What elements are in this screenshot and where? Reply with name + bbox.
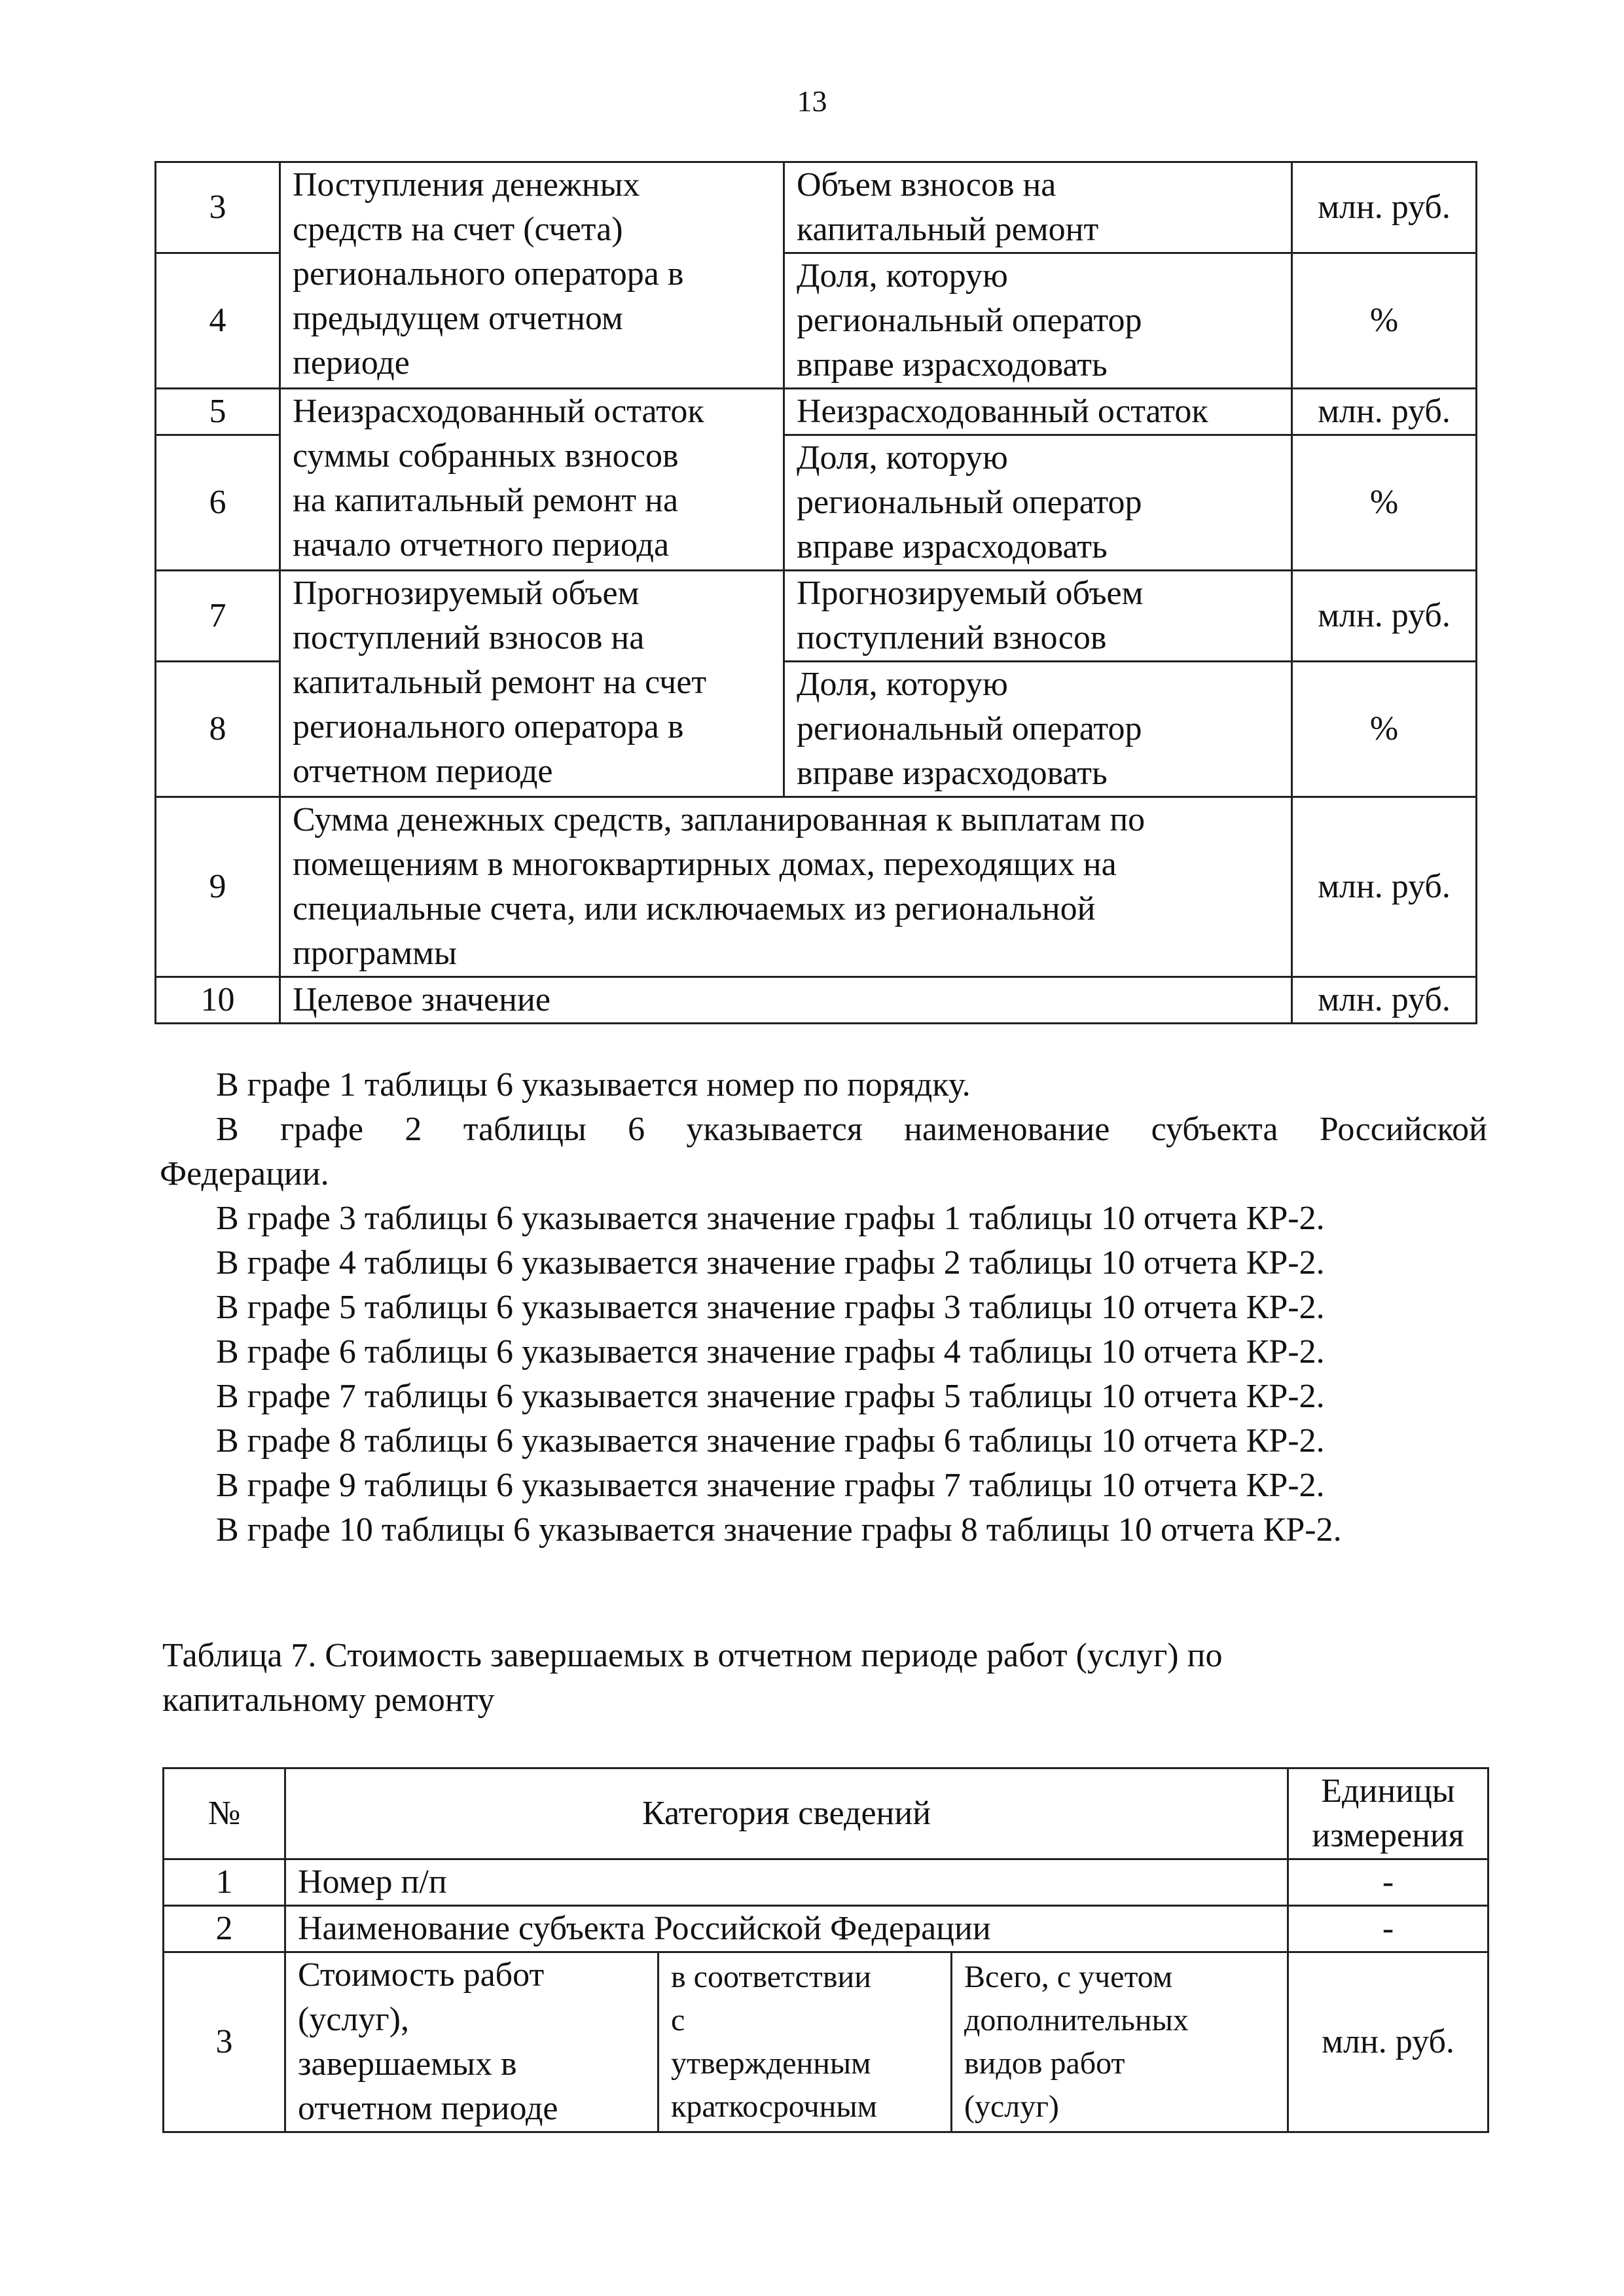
table-row — [164, 1859, 1489, 1906]
category-line: регионального оператора в — [293, 708, 684, 745]
subcategory-line: Всего, с учетом — [964, 1960, 1173, 1994]
paragraph: В графе 2 таблицы 6 указывается наименование субъекта Российской — [216, 1111, 1487, 1148]
subcategory-line: вправе израсходовать — [797, 755, 1108, 792]
unit-cell: млн. руб. — [1292, 797, 1477, 977]
category-line: отчетном периоде — [298, 2090, 558, 2127]
table-7 — [162, 1767, 1489, 2133]
subcategory-line: поступлений взносов — [797, 619, 1107, 656]
subcategory-line: видов работ — [964, 2046, 1125, 2081]
table-6-continuation — [154, 161, 1477, 1024]
subcategory-cell — [784, 435, 1292, 571]
unit-cell: млн. руб. — [1292, 389, 1477, 435]
subcategory-line: дополнительных — [964, 2003, 1189, 2037]
category-line: программы — [293, 935, 457, 972]
category-line: периоде — [293, 344, 410, 382]
unit-cell: % — [1292, 253, 1477, 389]
row-number: 8 — [156, 662, 280, 797]
category-cell — [280, 389, 784, 571]
unit-cell: млн. руб. — [1288, 1952, 1489, 2132]
subcategory-line: Доля, которую — [797, 439, 1008, 476]
category-line: Поступления денежных — [293, 166, 640, 204]
table-header-row — [164, 1768, 1489, 1859]
subcategory-line: вправе израсходовать — [797, 346, 1108, 384]
subcategory-line: Доля, которую — [797, 666, 1008, 703]
category-line: помещениям в многоквартирных домах, переходящих на — [293, 846, 1117, 883]
caption-line: Таблица 7. Стоимость завершаемых в отчетном периоде работ (услуг) по — [162, 1637, 1223, 1674]
subcategory-cell — [784, 253, 1292, 389]
unit-cell: млн. руб. — [1292, 162, 1477, 253]
table-row — [164, 1906, 1489, 1952]
category-line: начало отчетного периода — [293, 526, 670, 564]
category-line: суммы собранных взносов — [293, 437, 679, 475]
category-line: завершаемых в — [298, 2045, 517, 2083]
merged-category-cell — [280, 797, 1292, 977]
header-unit — [1288, 1768, 1489, 1859]
subcategory-line: региональный оператор — [797, 302, 1142, 339]
category-line: (услуг), — [298, 2001, 409, 2038]
table-row — [164, 1952, 1489, 2132]
category-cell — [285, 1952, 659, 2132]
subcategory-line: региональный оператор — [797, 710, 1142, 747]
category-cell: Наименование субъекта Российской Федерации — [285, 1906, 1288, 1952]
category-line: капитальный ремонт на счет — [293, 664, 707, 701]
table-row — [156, 389, 1477, 435]
subcategory-cell — [659, 1952, 952, 2132]
category-line: средств на счет (счета) — [293, 211, 623, 248]
paragraph: В графе 1 таблицы 6 указывается номер по порядку. — [216, 1066, 971, 1103]
row-number: 7 — [156, 571, 280, 662]
header-unit-line: Единицы — [1321, 1772, 1455, 1810]
unit-cell: млн. руб. — [1292, 977, 1477, 1024]
row-number: 9 — [156, 797, 280, 977]
subcategory-line: утвержденным — [671, 2046, 871, 2081]
subcategory-line: с — [671, 2003, 685, 2037]
category-line: Сумма денежных средств, запланированная к выплатам по — [293, 801, 1146, 838]
subcategory-cell: Неизрасходованный остаток — [784, 389, 1292, 435]
table-row — [156, 797, 1477, 977]
row-number: 6 — [156, 435, 280, 571]
subcategory-line: (услуг) — [964, 2089, 1059, 2124]
merged-category-cell: Целевое значение — [280, 977, 1292, 1024]
row-number: 1 — [164, 1859, 285, 1906]
subcategory-cell — [784, 662, 1292, 797]
subcategory-cell — [952, 1952, 1288, 2132]
paragraph: В графе 4 таблицы 6 указывается значение графы 2 таблицы 10 отчета КР-2. — [216, 1244, 1325, 1282]
subcategory-line: Объем взносов на — [797, 166, 1056, 204]
paragraph: В графе 10 таблицы 6 указывается значение графы 8 таблицы 10 отчета КР-2. — [216, 1511, 1342, 1549]
paragraph: В графе 9 таблицы 6 указывается значение графы 7 таблицы 10 отчета КР-2. — [216, 1467, 1325, 1504]
header-num: № — [164, 1768, 285, 1859]
table-row — [156, 977, 1477, 1024]
row-number: 3 — [164, 1952, 285, 2132]
paragraph: В графе 7 таблицы 6 указывается значение графы 5 таблицы 10 отчета КР-2. — [216, 1378, 1325, 1415]
row-number: 2 — [164, 1906, 285, 1952]
subcategory-line: Доля, которую — [797, 257, 1008, 295]
subcategory-cell — [784, 571, 1292, 662]
subcategory-line: капитальный ремонт — [797, 211, 1099, 248]
category-line: отчетном периоде — [293, 753, 553, 790]
category-line: специальные счета, или исключаемых из региональной — [293, 890, 1096, 927]
category-line: регионального оператора в — [293, 255, 684, 293]
header-unit-line: измерения — [1312, 1817, 1464, 1854]
paragraph: Федерации. — [160, 1155, 329, 1193]
paragraph: В графе 5 таблицы 6 указывается значение графы 3 таблицы 10 отчета КР-2. — [216, 1289, 1325, 1326]
row-number: 4 — [156, 253, 280, 389]
category-cell — [280, 571, 784, 797]
row-number: 3 — [156, 162, 280, 253]
header-category: Категория сведений — [285, 1768, 1288, 1859]
subcategory-line: региональный оператор — [797, 484, 1142, 521]
subcategory-line: в соответствии — [671, 1960, 871, 1994]
category-line: предыдущем отчетном — [293, 300, 623, 337]
unit-cell: млн. руб. — [1292, 571, 1477, 662]
unit-cell: % — [1292, 435, 1477, 571]
category-line: Неизрасходованный остаток — [293, 393, 704, 430]
category-cell — [280, 162, 784, 389]
subcategory-line: вправе израсходовать — [797, 528, 1108, 565]
page-number: 13 — [797, 84, 827, 118]
paragraph: В графе 3 таблицы 6 указывается значение графы 1 таблицы 10 отчета КР-2. — [216, 1200, 1325, 1237]
unit-cell: - — [1288, 1906, 1489, 1952]
subcategory-cell — [784, 162, 1292, 253]
paragraph: В графе 8 таблицы 6 указывается значение графы 6 таблицы 10 отчета КР-2. — [216, 1422, 1325, 1460]
subcategory-line: Прогнозируемый объем — [797, 575, 1144, 612]
category-line: Стоимость работ — [298, 1956, 545, 1994]
category-line: поступлений взносов на — [293, 619, 645, 656]
category-cell: Номер п/п — [285, 1859, 1288, 1906]
table-7-caption — [162, 1634, 1406, 1723]
row-number: 10 — [156, 977, 280, 1024]
category-line: Прогнозируемый объем — [293, 575, 640, 612]
paragraph: В графе 6 таблицы 6 указывается значение графы 4 таблицы 10 отчета КР-2. — [216, 1333, 1325, 1371]
caption-line: капитальному ремонту — [162, 1681, 495, 1719]
category-line: на капитальный ремонт на — [293, 482, 679, 519]
subcategory-line: краткосрочным — [671, 2089, 877, 2124]
unit-cell: - — [1288, 1859, 1489, 1906]
row-number: 5 — [156, 389, 280, 435]
unit-cell: % — [1292, 662, 1477, 797]
